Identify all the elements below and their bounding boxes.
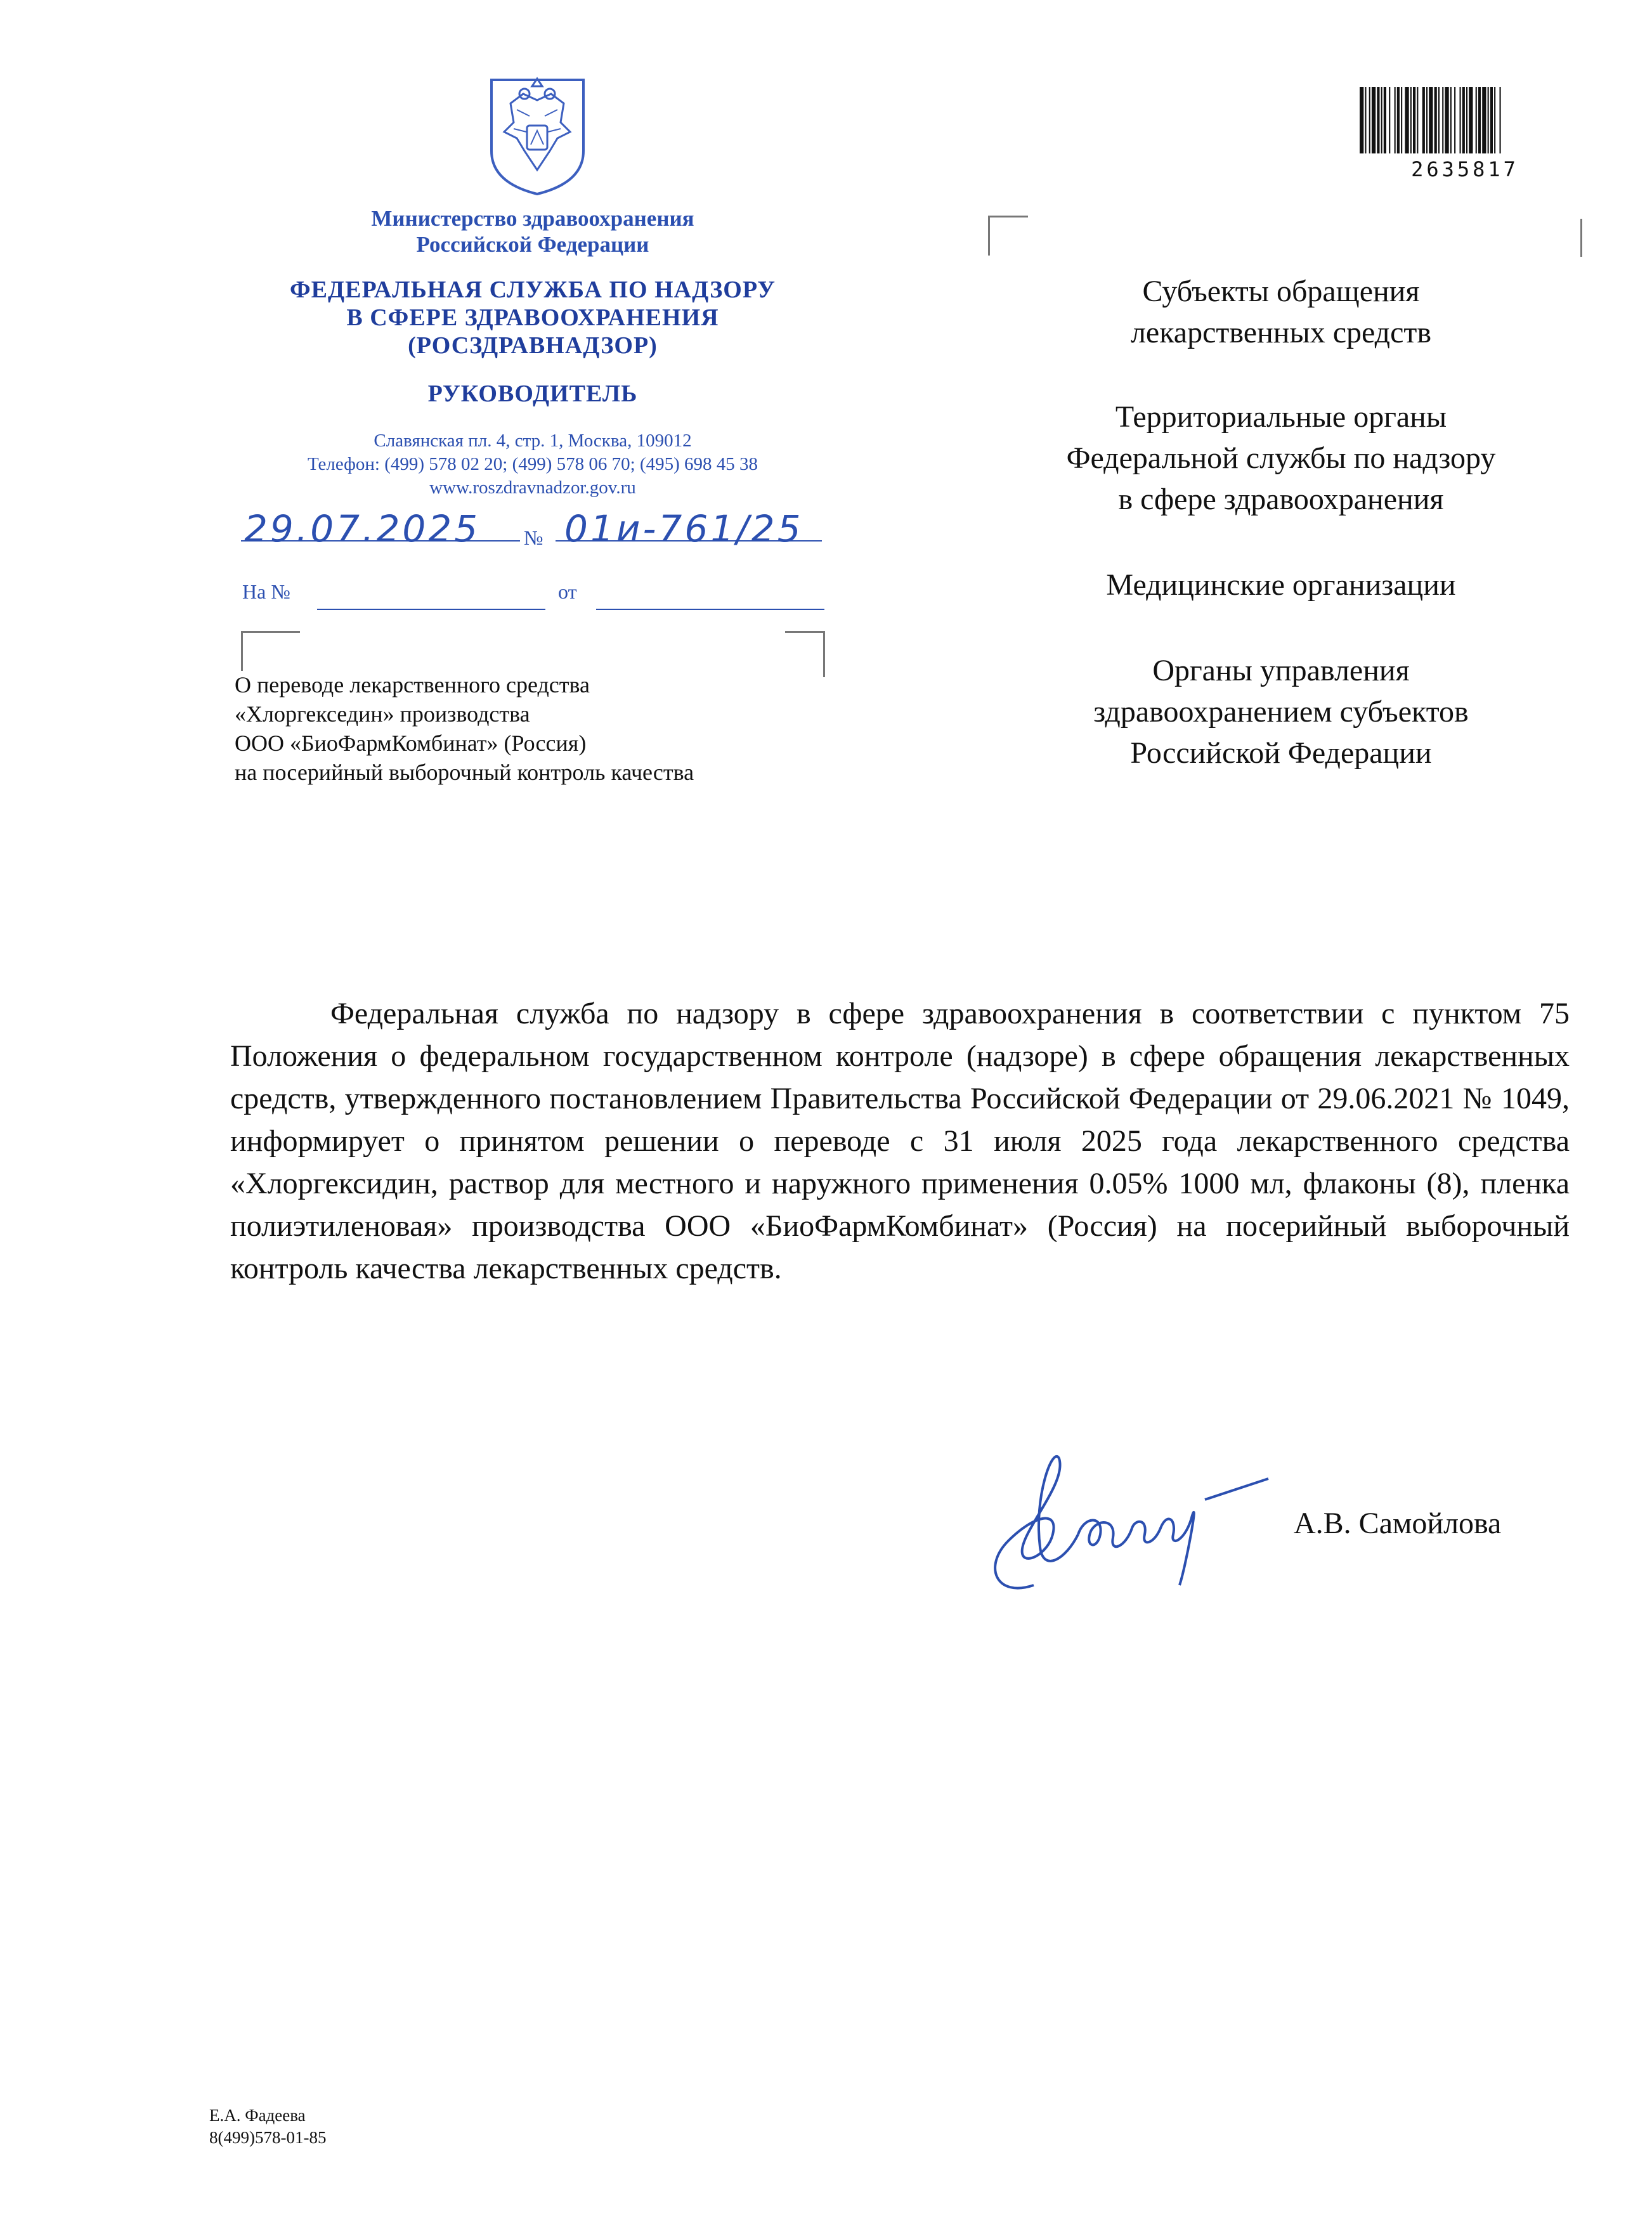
barcode-bar	[1417, 87, 1418, 153]
addressee-line: здравоохранением субъектов	[1093, 695, 1469, 729]
addressee-corner-left	[988, 216, 1028, 256]
addressee-line: лекарственных средств	[1130, 316, 1432, 349]
reply-date-line	[596, 607, 824, 610]
barcode-bar	[1460, 87, 1461, 153]
barcode-bar	[1395, 87, 1396, 153]
subject-block	[235, 670, 869, 787]
subject-line: на посерийный выборочный контроль качества	[235, 760, 694, 785]
handwritten-signature	[958, 1439, 1287, 1611]
body-paragraph: Федеральная служба по надзору в сфере здравоохранения в соответствии с пунктом 75 Положения о федеральном государственном контроле (надзоре) в сфере обращения лекарственных средств, утвержденного постановлением Правительства Российской Федерации от 29.06.2021 № 1049, информирует о принятом решении о переводе с 31 июля 2025 года лекарственного средства «Хлоргексидин, раствор для местного и наружного применения 0.05% 1000 мл, флаконы (8), пленка полиэтиленовая» производства ООО «БиоФармКомбинат» (Россия) на посерийный выборочный контроль качества лекарственных средств.	[230, 997, 1570, 1285]
ministry-name-line1: Министерство здравоохранения	[371, 206, 694, 231]
coat-of-arms-icon	[485, 75, 590, 197]
barcode-bar	[1422, 87, 1425, 153]
subject-line: О переводе лекарственного средства	[235, 672, 590, 697]
addressee-line: Медицинские организации	[1106, 568, 1456, 602]
executor-name: Е.А. Фадеева	[209, 2106, 306, 2125]
registration-date: 29.07.2025	[244, 507, 481, 550]
registration-number: 01и-761/25	[564, 507, 803, 550]
barcode-bar	[1405, 87, 1408, 153]
addressee-block	[989, 564, 1573, 606]
barcode-bar	[1369, 87, 1370, 153]
barcode-bar	[1360, 87, 1363, 153]
addressee-corner-right	[1579, 219, 1582, 257]
addressee-line: в сфере здравоохранения	[1118, 483, 1444, 516]
ministry-name-line2: Российской Федерации	[416, 232, 649, 257]
phone-numbers: Телефон: (499) 578 02 20; (499) 578 06 70; (495) 698 45 38	[307, 454, 758, 474]
reply-label: На №	[242, 580, 290, 603]
barcode-bar	[1462, 87, 1465, 153]
signer-name: А.В. Самойлова	[1294, 1507, 1502, 1540]
barcode-bar	[1397, 87, 1400, 153]
barcode-bar	[1450, 87, 1452, 153]
barcode-bar	[1500, 87, 1501, 153]
website: www.roszdravnadzor.gov.ru	[429, 477, 636, 498]
subject-corner-left	[241, 631, 300, 671]
barcode-bar	[1381, 87, 1382, 153]
barcode-bar	[1478, 87, 1481, 153]
barcode-bar	[1466, 87, 1467, 153]
barcode-bar	[1454, 87, 1455, 153]
service-name-line2: В СФЕРЕ ЗДРАВООХРАНЕНИЯ	[346, 304, 719, 331]
barcode-bar	[1445, 87, 1448, 153]
barcode-bar	[1438, 87, 1440, 153]
barcode-bar	[1429, 87, 1433, 153]
address: Славянская пл. 4, стр. 1, Москва, 109012	[374, 431, 692, 451]
barcode-bar	[1384, 87, 1386, 153]
addressee-block	[989, 650, 1573, 774]
barcode-bar	[1494, 87, 1495, 153]
addressee-line: Субъекты обращения	[1142, 275, 1420, 308]
barcode-bar	[1442, 87, 1443, 153]
addressee-line: Российской Федерации	[1130, 736, 1432, 770]
addressee-line: Федеральной службы по надзору	[1066, 441, 1496, 475]
addressee-line: Территориальные органы	[1115, 400, 1447, 434]
barcode-bar	[1372, 87, 1376, 153]
addressee-block	[989, 271, 1573, 353]
barcode-bar	[1482, 87, 1486, 153]
barcode-bar	[1490, 87, 1493, 153]
barcode-bar	[1476, 87, 1477, 153]
position-title: РУКОВОДИТЕЛЬ	[427, 380, 638, 407]
service-name-line3: (РОСЗДРАВНАДЗОР)	[408, 332, 658, 359]
executor-phone: 8(499)578-01-85	[209, 2128, 327, 2147]
addressee-line: Органы управления	[1152, 654, 1410, 687]
number-label: №	[524, 526, 543, 549]
from-label: от	[558, 580, 577, 603]
barcode-bar	[1434, 87, 1437, 153]
barcode-bar	[1377, 87, 1379, 153]
addressee-block	[989, 396, 1573, 520]
subject-line: «Хлоргекседин» производства	[235, 701, 530, 727]
barcode-bar	[1469, 87, 1473, 153]
barcode-bar	[1488, 87, 1489, 153]
barcode	[1357, 87, 1560, 159]
barcode-bar	[1365, 87, 1366, 153]
barcode-bar	[1410, 87, 1412, 153]
barcode-bar	[1389, 87, 1390, 153]
reply-number-line	[317, 607, 545, 610]
barcode-number: 2635817	[1411, 157, 1519, 181]
barcode-bar	[1426, 87, 1428, 153]
subject-line: ООО «БиоФармКомбинат» (Россия)	[235, 730, 587, 756]
barcode-bar	[1413, 87, 1415, 153]
barcode-bar	[1401, 87, 1402, 153]
service-name-line1: ФЕДЕРАЛЬНАЯ СЛУЖБА ПО НАДЗОРУ	[290, 276, 776, 303]
